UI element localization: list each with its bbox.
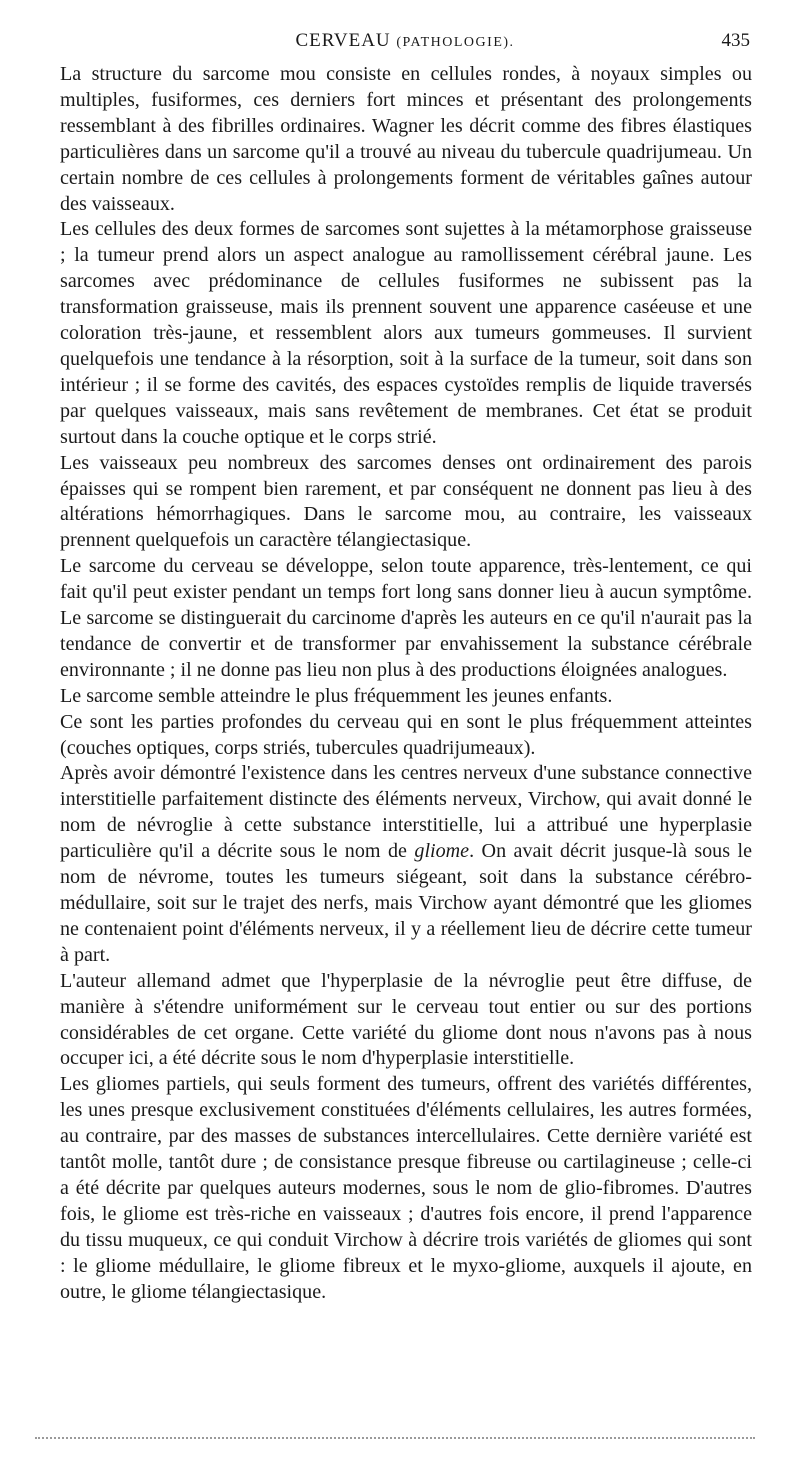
paragraph-5: Le sarcome semble atteindre le plus fréquemment les jeunes enfants. bbox=[60, 684, 613, 707]
paragraph-7 bbox=[60, 761, 752, 968]
running-title bbox=[60, 30, 750, 52]
paragraph-1: La structure du sarcome mou consiste en cellules rondes, à noyaux simples ou multiples, fusiformes, ces derniers fort minces et présentant des prolongements ressemblant à des fibrilles ordinaires. Wagner les décrit comme des fibres élastiques particulières dans un sarcome qu'il a trouvé au niveau du tubercule quadrijumeau. Un certain nombre de ces cellules à prolongements forment de véritables gaînes autour des vaisseaux. bbox=[60, 63, 752, 215]
running-head bbox=[60, 30, 750, 56]
paragraph-4: Le sarcome du cerveau se développe, selon toute apparence, très-lentement, ce qui fait qu'il peut exister pendant un temps fort long sans donner lieu à aucun symptôme. Le sarcome se distinguerait du carcinome d'après les auteurs en ce qu'il n'aurait pas la tendance de convertir et de transformer par envahissement la substance cérébrale environnante ; il ne donne pas lieu non plus à des productions éloignées analogues. bbox=[60, 555, 752, 681]
paragraph-6: Ce sont les parties profondes du cerveau qui en sont le plus fréquemment atteintes (couches optiques, corps striés, tubercules quadrijumeaux). bbox=[60, 710, 752, 759]
paragraph-9: Les gliomes partiels, qui seuls forment des tumeurs, offrent des variétés différentes, les unes presque exclusivement constituées d'éléments cellulaires, les autres formées, au contraire, par des masses de substances intercellulaires. Cette dernière variété est tantôt molle, tantôt dure ; de consistance presque fibreuse ou cartilagineuse ; celle-ci a été décrite par quelques auteurs modernes, sous le nom de glio-fibromes. D'autres fois, le gliome est très-riche en vaisseaux ; d'autres fois encore, il prend l'apparence du tissu muqueux, ce qui conduit Virchow à décrire trois variétés de gliomes qui sont : le gliome médullaire, le gliome fibreux et le myxo-gliome, auxquels il ajoute, en outre, le gliome télangiectasique. bbox=[60, 1073, 752, 1303]
gliome-term: gliome bbox=[414, 840, 470, 863]
scan-artifact-line bbox=[35, 1437, 755, 1439]
paragraph-3: Les vaisseaux peu nombreux des sarcomes denses ont ordinairement des parois épaisses qui se rompent bien rarement, et par conséquent ne donnent pas lieu à des altérations hémorrhagiques. Dans le sarcome mou, au contraire, les vaisseaux prennent quelquefois un caractère télangiectasique. bbox=[60, 451, 752, 552]
header-title: CERVEAU bbox=[295, 30, 391, 51]
paragraph-7-part-2: . On avait décrit jusque-là sous le nom de névrome, toutes les tumeurs siégeant, soit dans la substance cérébro-médullaire, soit sur le trajet des nerfs, mais Virchow ayant démontré que les gliomes ne contenaient point d'éléments nerveux, il y a réellement lieu de décrire cette tumeur à part. bbox=[60, 840, 752, 966]
paragraph-8: L'auteur allemand admet que l'hyperplasie de la névroglie peut être diffuse, de manière à s'étendre uniformément sur le cerveau tout entier ou sur des portions considérables de cet organe. Cette variété du gliome dont nous n'avons pas à nous occuper ici, a été décrite sous le nom d'hyperplasie interstitielle. bbox=[60, 969, 752, 1070]
page-number: 435 bbox=[721, 30, 750, 51]
header-subtitle: (PATHOLOGIE). bbox=[396, 35, 515, 50]
body-text bbox=[60, 62, 752, 1306]
paragraph-7-part-1: Après avoir démontré l'existence dans les centres nerveux d'une substance connective interstitielle parfaitement distincte des éléments nerveux, Virchow, qui avait donné le nom de névroglie à cette substance interstitielle, lui a attribué une hyperplasie particulière qu'il a décrite sous le nom de bbox=[60, 762, 752, 863]
paragraph-2: Les cellules des deux formes de sarcomes sont sujettes à la métamorphose graisseuse ; la tumeur prend alors un aspect analogue au ramollissement cérébral jaune. Les sarcomes avec prédominance de cellules fusiformes ne subissent pas la transformation graisseuse, mais ils prennent souvent une apparence caséeuse et une coloration très-jaune, et ressemblent alors aux tumeurs gommeuses. Il survient quelquefois une tendance à la résorption, soit à la surface de la tumeur, soit dans son intérieur ; il se forme des cavités, des espaces cystoïdes remplis de liquide traversés par quelques vaisseaux, mais sans revêtement de membranes. Cet état se produit surtout dans la couche optique et le corps strié. bbox=[60, 218, 752, 448]
